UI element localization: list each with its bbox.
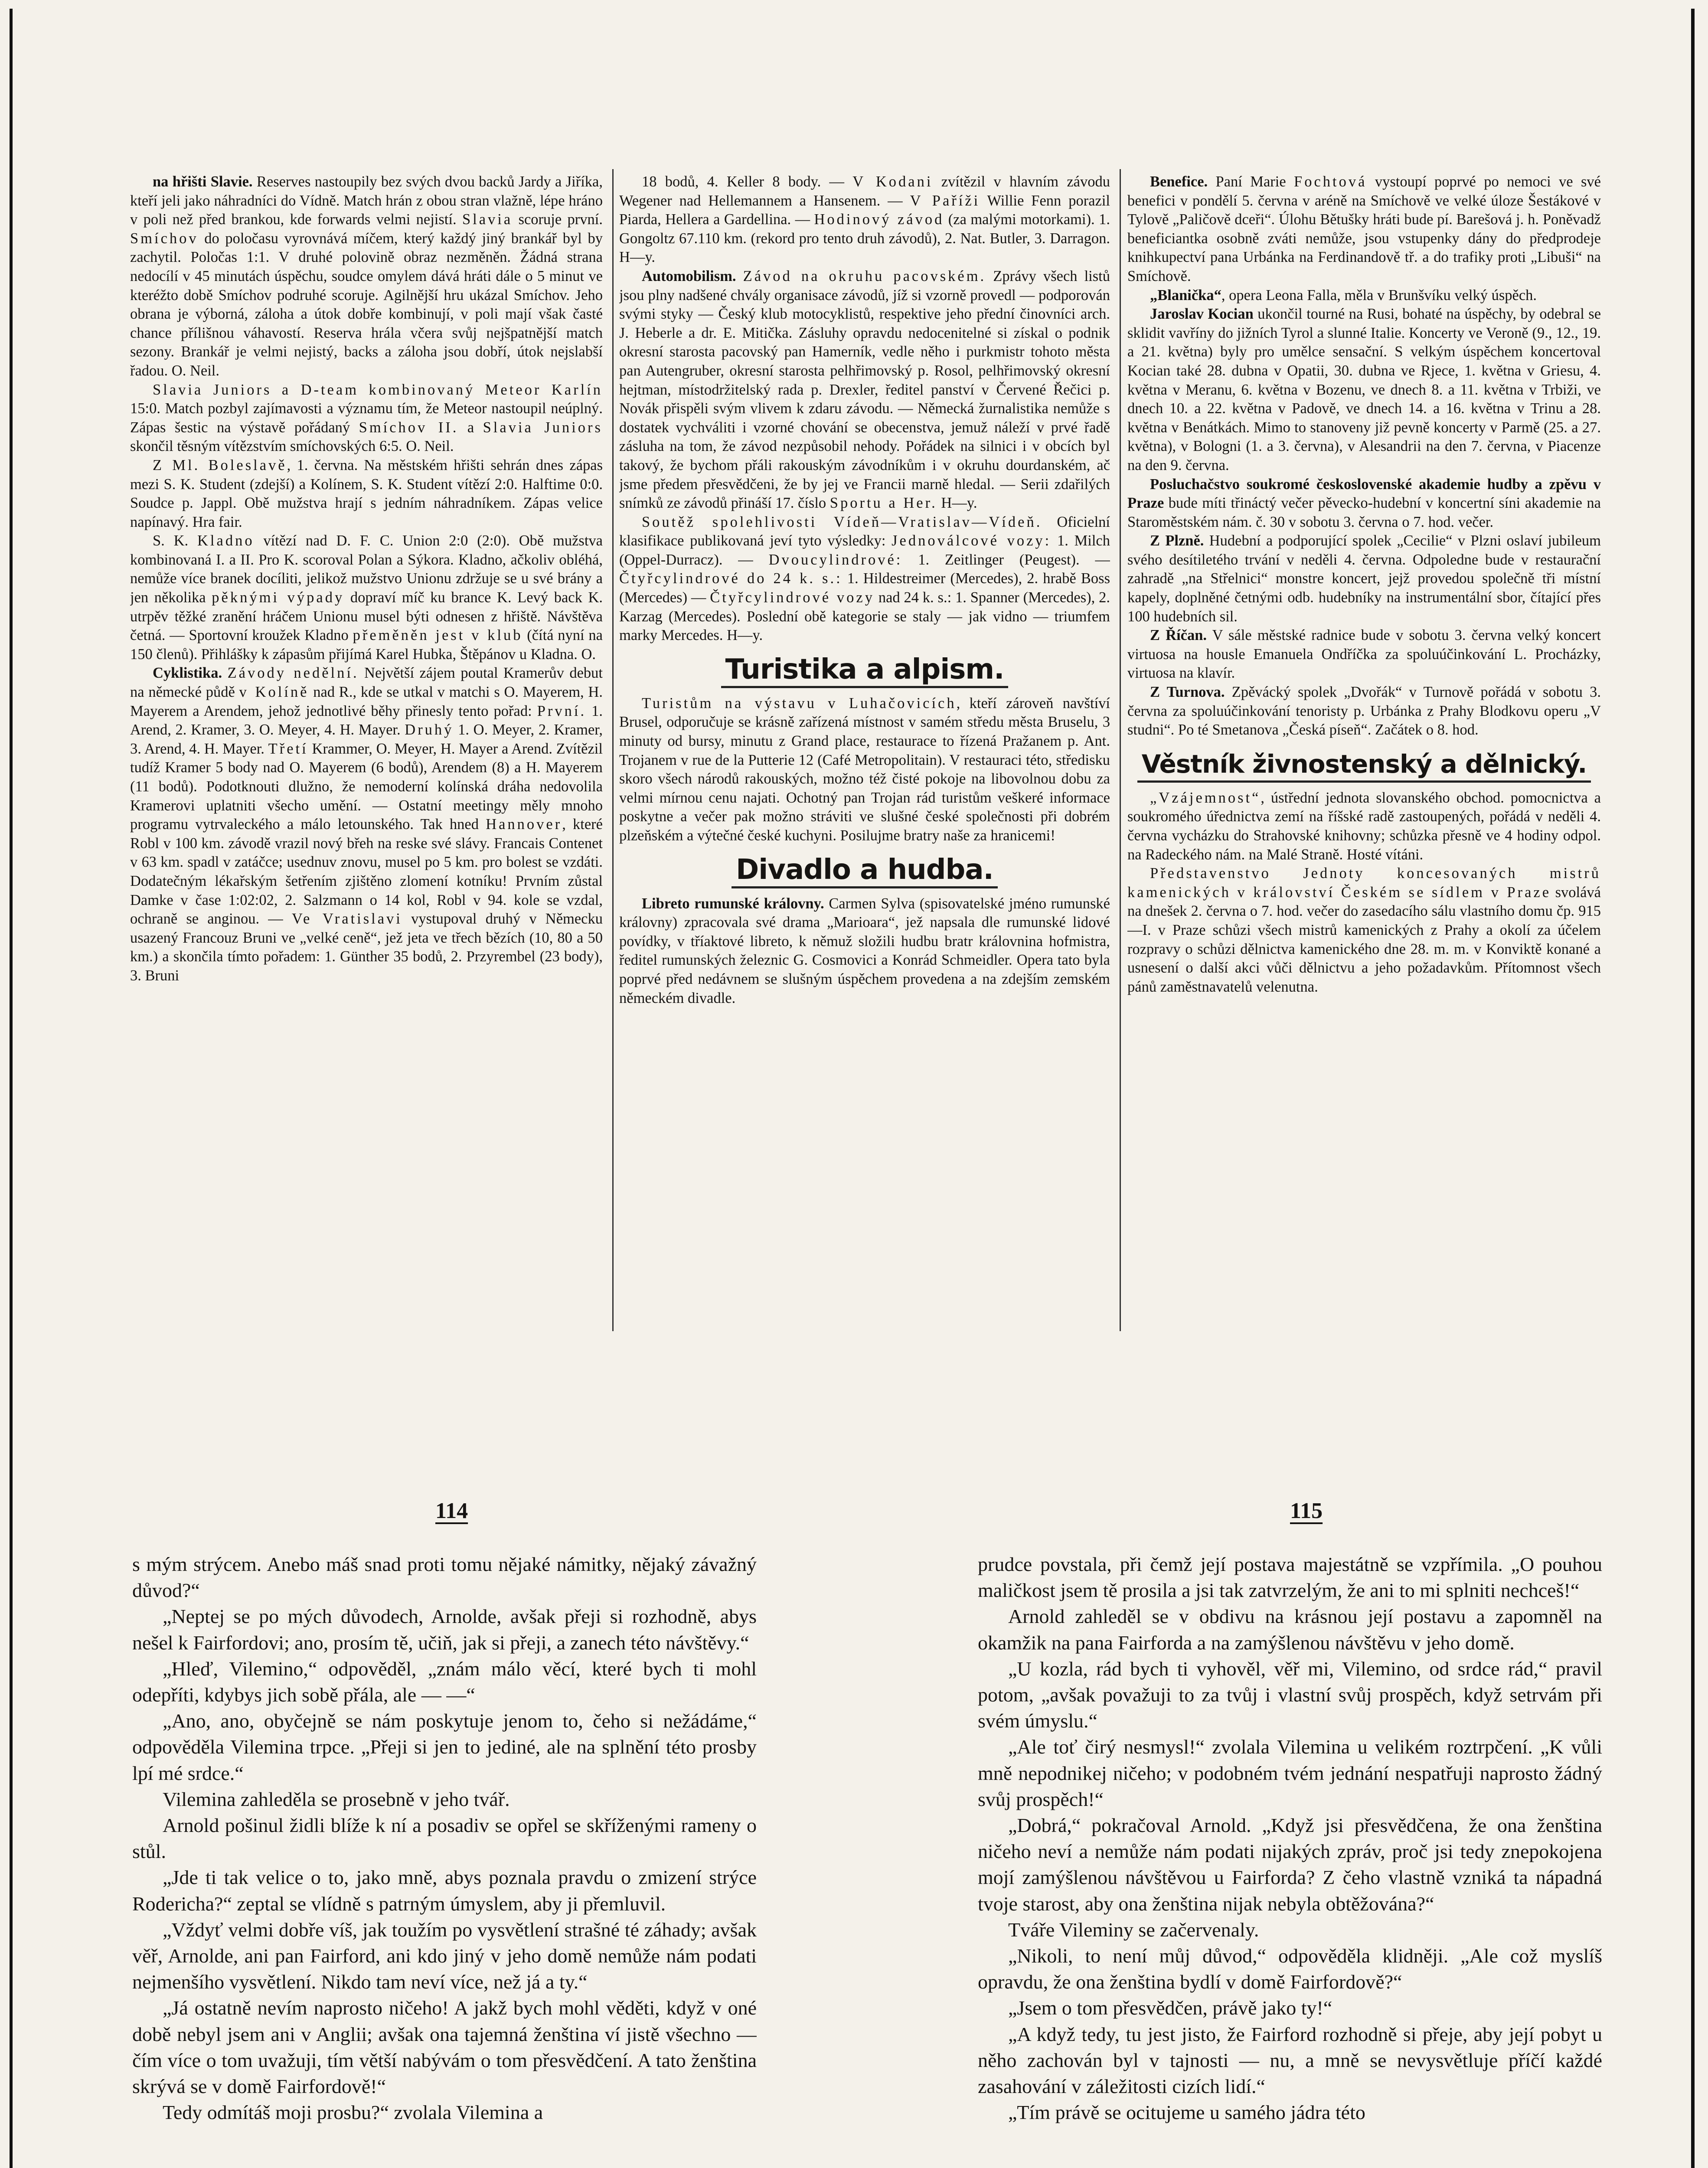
- book-page-left: [132, 1551, 757, 2168]
- book-page-right: [978, 1551, 1602, 2168]
- book-paragraph: „A když tedy, tu jest jisto, že Fairford rozhodně si přeje, aby její pobyt u něho zachován byl v tajnosti — nu, a mně se nevysvětluje příčí každé zasahování v záležitosti cizích lidí.“: [978, 2023, 1602, 2098]
- culture-news-block: [1127, 173, 1601, 740]
- article-paragraph: Jaroslav Kocian ukončil tourné na Rusi, bohaté na úspěchy, by odebral se sklidit vavříny do jižních Tyrol a slunné Italie. Koncerty ve Veroně (9., 12., 19. a 21. května) byly pro umělce sensační. S velkým úspěchem koncertoval Kocian také 28. dubna v Opatii, 30. dubna ve Rjece, 1. května v Griesu, 4. května v Meranu, 6. května v Bozenu, ve dnech 8. a 11. května v Trbiži, ve dnech 10. a 22. května v Padově, ve dnech 14. a 16. května v Trinu a 28. května v Benátkách. Mimo to stanoveny již pevně koncerty v Parmě (25. a 27. května), v Bologni (1. a 3. června), v Alesandrii na den 7. června, v Piacenze na den 9. června.: [1127, 306, 1601, 473]
- newspaper-column-3: [1127, 173, 1601, 1352]
- book-paragraph: „U kozla, rád bych ti vyhověl, věř mi, Vilemino, od srdce rád,“ pravil potom, „avšak považuji to za tvůj i vlastní svůj prospěch, když setrvám při svém úmyslu.“: [978, 1657, 1602, 1732]
- book-paragraph: Arnold pošinul židli blíže k ní a posadiv se opřel se skříženými rameny o stůl.: [132, 1814, 757, 1863]
- book-paragraph: Vilemina zahleděla se prosebně v jeho tvář.: [163, 1788, 510, 1810]
- left-page-number: 114: [435, 1499, 468, 1523]
- newspaper-column-2: [619, 173, 1110, 1352]
- vestnik-block: [1127, 789, 1601, 997]
- book-paragraph: s mým strýcem. Anebo máš snad proti tomu nějaké námitky, nějaký závažný důvod?“: [132, 1553, 757, 1602]
- article-paragraph: Libreto rumunské královny. Carmen Sylva (spisovatelské jméno rumunské královny) zpracovala své drama „Marioara“, jež napsala dle rumunské lidové povídky, v tříaktové libreto, k němuž složili hudbu bratr královnina hofmistra, ředitel rumunských železnic G. Cosmovici a Konrád Schmeidler. Opera tato byla poprvé před nedávnem se slušným úspěchem provedena a na zdejším zemském německém divadle.: [619, 895, 1110, 1006]
- article-paragraph: Automobilism. Závod na okruhu pacovském. Zprávy všech listů jsou plny nadšené chvály organisace závodů, jíž si vzorně provedl — podporován svými styky — Český klub motocyklistů, respektive jeho přední činovníci arch. J. Heberle a dr. E. Mitička. Zásluhy opravdu nedocenitelné si získal o podnik okresní starosta pacovský pan Hamerník, vedle něho i purkmistr tohoto města pan Autengruber, okresní starosta pelhřimovský p. Rosol, pelhřimovský okresní hejtman, místodržitelský rada p. Drexler, ředitel panství v Červené Řečici p. Novák přispěli svým vlivem k zdaru závodu. — Německá žurnalistika nemůže s dostatek vychváliti i vzorné chování se obecenstva, jemuž náleží v prvé řadě zásluha na tom, že závod nezpůsobil nehody. Pořádek na silnici i v obcích byl takový, že bychom přáli rakouským závodníkům i v okruhu dourdanském, ač jsme předem přesvědčeni, že by jej ve Francii marně hledal. — Serii zdařilých snímků ze závodů přináší 17. číslo Sportu a Her. H—y.: [619, 268, 1110, 512]
- article-paragraph: S. K. Kladno vítězí nad D. F. C. Union 2:0 (2:0). Obě mužstva kombinovaná I. a II. Pro K. scoroval Polan a Sýkora. Kladno, ačkoliv obléhá, nemůže více branek docíliti, jelikož mužstvo Unionu zdržuje se u své brány a jen několika pěknými výpady dopraví míč ku brance K. Levý back K. utrpěv těžké zranění hráčem Unionu musel býti odnesen z hřiště. Návštěva četná. — Sportovní kroužek Kladno přeměněn jest v klub (čítá nyní na 150 členů). Přihlášky k zápasům přijímá Karel Hubka, Štěpánov u Kladna. O.: [130, 532, 603, 663]
- book-paragraph: „Ale toť čirý nesmysl!“ zvolala Vilemina u velikém roztrpčení. „K vůli mně nepodnikej ničeho; v podobném tvém jednání nespatřuji naprosto žádný svůj prospěch!“: [978, 1736, 1602, 1810]
- book-paragraph: „Já ostatně nevím naprosto ničeho! A jakž bych mohl věděti, když v oné době nebyl jsem ani v Anglii; avšak ona tajemná ženština ví jistě všechno — čím více o tom uvažuji, tím větší nabývám o tom přesvědčení. A tato ženština skrývá se v domě Fairfordově!“: [132, 1997, 757, 2098]
- newspaper-column-1: [130, 173, 603, 1352]
- article-paragraph: Soutěž spolehlivosti Vídeň—Vratislav—Vídeň. Oficielní klasifikace publikovaná jeví tyto výsledky: Jednoválcové vozy: 1. Milch (Oppel-Durracz). — Dvoucylindrové: 1. Zeitlinger (Peugest). — Čtyřcylindrové do 24 k. s.: 1. Hildestreimer (Mercedes), 2. hrabě Boss (Mercedes) — Čtyřcylindrové vozy nad 24 k. s.: 1. Spanner (Mercedes), 2. Karzag (Mercedes). Poslední obě kategorie se staly — jak vidno — triumfem marky Mercedes. H—y.: [619, 513, 1110, 644]
- article-paragraph: „Blaničkа“, opera Leona Falla, měla v Brunšvíku velký úspěch.: [1150, 287, 1537, 304]
- book-paragraph: Tváře Vileminy se začervenaly.: [1008, 1918, 1259, 1941]
- article-paragraph: Turistům na výstavu v Luhačovicích, kteří zároveň navštíví Brusel, odporučuje se krásně zařízená místnost v samém středu města Bruselu, 3 minuty od bursy, minutu z Grand place, restaurace to řízená Pražanem p. Ant. Trojanem v rue de la Putterie 12 (Café Metropolitain). V restauraci této, středisku skoro všech národů rakouských, možno též čisté pokoje na libovolnou dobu za velmi mírnou cenu najati. Ochotný pan Trojan rád turistům veškeré informace poskytne a večer pak možno stráviti ve slušné české společnosti při dobrém plzeňském a výtečné české kuchyni. Posilujme bratry naše za hranicemi!: [619, 695, 1110, 844]
- book-paragraph: „Neptej se po mých důvodech, Arnolde, avšak přeji si rozhodně, abys nešel k Fairfordovi; ano, prosím tě, učiň, jak si přeji, a zanech této návštěvy.“: [132, 1605, 757, 1654]
- article-paragraph: 18 bodů, 4. Keller 8 body. — V Kodani zvítězil v hlavním závodu Wegener nad Hellemannem a Hansenem. — V Paříži Willie Fenn porazil Piarda, Hellera a Gardellina. — Hodinový závod (za malými motorkami). 1. Gongoltz 67.110 km. (rekord pro tento druh závodů), 2. Nat. Butler, 3. Darragon. H—y.: [619, 173, 1110, 266]
- book-paragraph: „Nikoli, to není můj důvod,“ odpověděla klidněji. „Ale což myslíš opravdu, že ona ženština bydlí v domě Fairfordově?“: [978, 1945, 1602, 1993]
- column-rule-2: [1120, 169, 1121, 1331]
- section-heading-divadlo: Divadlo a hudba.: [619, 853, 1110, 888]
- article-paragraph: na hřišti Slavie. Reserves nastoupily bez svých dvou backů Jardy a Jiříka, kteří jeli jako náhradníci do Vídně. Match hrán z obou stran vlažně, lépe hráno v poli než před brankou, kde forwards velmi nejistí. Slavia scoruje první. Smíchov do poločasu vyrovnává míčem, který každý jiný brankář byl by zachytil. Poločas 1:1. V druhé polovině obraz nezměněn. Žádná strana nedocílí v 45 minutách úspěchu, soudce omylem dává hráti dále o 5 minut ve kteréžto době Smíchov podruhé scoruje. Agilnější hru ukázal Smíchov. Jeho obrana je výborná, záloha a útok dobře kombinují, v poli mají však časté chance přílišnou váhavostí. Reserva hrála včera svůj nejšpatnější match sezony. Brankář je velmi nejistý, backs a záloha jsou dobří, útok nejslabší řadou. O. Neil.: [130, 173, 603, 379]
- article-paragraph: Z Říčan. V sále městské radnice bude v sobotu 3. června velký koncert virtuosa na housle Emanuela Ondříčka za spoluúčinkování L. Procházky, virtuosa na klavír.: [1127, 627, 1601, 682]
- sport-news-block: [619, 173, 1110, 645]
- book-paragraph: „Jsem o tom přesvědčen, právě jako ty!“: [1008, 1997, 1332, 2019]
- book-paragraph: Tedy odmítáš moji prosbu?“ zvolala Vilemina a: [163, 2101, 543, 2124]
- book-paragraph: „Hleď, Vilemino,“ odpověděl, „znám málo věcí, které bych ti mohl odepříti, kdybys jich sobě přála, ale — —“: [132, 1657, 757, 1706]
- column-rule-1: [612, 169, 614, 1331]
- article-paragraph: Představenstvo Jednoty koncesovaných mistrů kamenických v království Českém se sídlem v Praze svolává na dnešek 2. června o 7. hod. večer do zasedacího sálu vlastního domu čp. 915—I. v Praze schůzi všech mistrů kamenických z Prahy a okolí za účelem rozpravy o schůzi dělnictva kamenického dne 28. m. m. v Konviktě konané a usnesení o další akci vůči dělnictvu a jeho požadavkům. Přítomnost všech pánů zaměstnavatelů velenutna.: [1127, 865, 1601, 995]
- right-scan-border: [1691, 9, 1695, 2168]
- book-paragraph: „Jde ti tak velice o to, jako mně, abys poznala pravdu o zmizení strýce Rodericha?“ zeptal se vlídně s patrným úmyslem, aby ji přemluvil.: [132, 1866, 757, 1915]
- book-paragraph: „Vždyť velmi dobře víš, jak toužím po vysvětlení strašné té záhady; avšak věř, Arnolde, ani pan Fairford, ani kdo jiný v jeho domě nemůže nám podati nejmenšího vysvětlení. Nikdo tam neví více, než já a ty.“: [132, 1918, 757, 1993]
- article-paragraph: „Vzájemnost“, ústřední jednota slovanského obchod. pomocnictva a soukromého úřednictva zemí na říšské radě zastoupených, pořádá v neděli 4. června vycházku do Strahovské knihovny; schůzka přesně ve 4 hodiny odpol. na Radeckého nám. na Malé Straně. Hosté vítáni.: [1127, 789, 1601, 863]
- turistika-block: [619, 694, 1110, 846]
- right-page-number: 115: [1290, 1499, 1323, 1523]
- article-paragraph: Benefice. Paní Marie Fochtová vystoupí poprvé po nemoci ve své benefici v pondělí 5. června v aréně na Smíchově ve velké úloze Šestákové v Tylově „Paličově dceři“. Úlohu Bětušky hráti bude pí. Barešová j. h. Poněvadž beneficiantka osobně zváti nemůže, jsou vstupenky dány do předprodeje knihkupectví pana Urbánka na Ferdinandově tř. a do trafiky proti „Libuši“ na Smíchově.: [1127, 173, 1601, 284]
- book-paragraph: Arnold zahleděl se v obdivu na krásnou její postavu a zapomněl na okamžik na pana Fairforda a na zamýšlenou návštěvu v jeho domě.: [978, 1605, 1602, 1654]
- book-paragraph: „Tím právě se ocitujeme u samého jádra této: [1008, 2101, 1365, 2124]
- article-paragraph: Z Plzně. Hudební a podporující spolek „Cecilie“ v Plzni oslaví jubileum svého desítiletého trvání v neděli 4. června. Odpoledne bude v restaurační zahradě „na Střelnici“ monstre koncert, jejž provedou společně tři místní kapely, doplněné četnými odb. hudebníky na instrumentální sbor, čítající přes 100 hudebních sil.: [1127, 532, 1601, 625]
- book-paragraph: „Dobrá,“ pokračoval Arnold. „Když jsi přesvědčena, že ona ženština ničeho neví a nemůže nám podati nijakých zpráv, proč jsi tedy znepokojena mojí zamýšlenou návštěvou u Fairforda? Z čeho vlastně vzniká ta nápadná tvoje starost, aby ona ženština nijak nebyla obtěžována?“: [978, 1814, 1602, 1915]
- book-paragraph: „Ano, ano, obyčejně se nám poskytuje jenom to, čeho si nežádáme,“ odpověděla Vilemina trpce. „Přeji si jen to jediné, ale na splnění této prosby lpí mé srdce.“: [132, 1710, 757, 1784]
- book-paragraph: prudce povstala, při čemž její postava majestátně se vzpřímila. „O pouhou maličkost jsem tě prosila a jsi tak zatvrzelým, že ani to mi splniti nechceš!“: [978, 1553, 1602, 1602]
- article-paragraph: Z Turnova. Zpěvácký spolek „Dvořák“ v Turnově pořádá v sobotu 3. června za spoluúčinkování tenoristy p. Urbánka z Prahy Blodkovu operu „V studni“. Po té Smetanova „Česká píseň“. Začátek o 8. hod.: [1127, 684, 1601, 738]
- divadlo-block: [619, 895, 1110, 1008]
- section-heading-turistika: Turistika a alpism.: [619, 653, 1110, 688]
- article-paragraph: Z Ml. Boleslavě, 1. června. Na městském hřišti sehrán dnes zápas mezi S. K. Student (zdejší) a Kolínem, S. K. Student vítězí 2:0. Halftime 0:0. Soudce p. Jappl. Obě mužstva hrají s jedním náhradníkem. Zápas velice napínavý. Hra fair.: [130, 457, 603, 530]
- article-paragraph: Cyklistika. Závody nedělní. Největší zájem poutal Kramerův debut na německé půdě v Kolíně nad R., kde se utkal v matchi s O. Mayerem, H. Mayerem a Arendem, jehož jednotlivé běhy přinesly tento pořad: První. 1. Arend, 2. Kramer, 3. O. Meyer, 4. H. Mayer. Druhý 1. O. Meyer, 2. Kramer, 3. Arend, 4. H. Mayer. Třetí Krammer, O. Meyer, H. Mayer a Arend. Zvítězil tudíž Kramer 5 body nad O. Mayerem (6 bodů), Arendem (8) a H. Mayerem (11 bodů). Podotknouti dlužno, že nemoderní kolínská dráha nedovolila Kramerovi uplatniti všecho umění. — Ostatní meetingy měly mnoho programu vytrvaleckého a málo letounského. Tak hned Hannover, které Robl v 100 km. závodě vrazil nový břeh na reske své slávy. Francais Contenet v 63 km. spadl v zatáčce; usednuv znovu, musel po 5 km. pro bolest se vzdáti. Dodatečným lékařským šetřením zjištěno zlomení kotníku! Prvním zůstal Damke v čase 1:02:02, 2. Salzmann o 14 kol, Robl v 94. kole se vzdal, ochraně se anginou. — Ve Vratislavi vystupoval druhý v Německu usazený Francouz Bruni ve „velké ceně“, jež jeta ve třech bězích (10, 80 a 50 km.) a skončila tímto pořadem: 1. Günther 35 bodů, 2. Przyrembel (23 body), 3. Bruni: [130, 665, 603, 984]
- left-scan-border: [10, 9, 13, 2168]
- article-paragraph: Slavia Juniors a D-team kombinovaný Meteor Karlín 15:0. Match pozbyl zajímavosti a významu tím, že Meteor nastoupil neúplný. Zápas šestic na výstavě pořádaný Smíchov II. a Slavia Juniors skončil těsným vítězstvím smíchovských 6:5. O. Neil.: [130, 381, 603, 455]
- article-paragraph: Posluchačstvo soukromé československé akademie hudby a zpěvu v Praze bude míti třináctý večer pěvecko-hudební v koncertní síni akademie na Staroměstském nám. č. 30 v sobotu 3. června o 7. hod. večer.: [1127, 476, 1601, 530]
- section-heading-vestnik: Věstník živnostenský a dělnický.: [1127, 748, 1601, 783]
